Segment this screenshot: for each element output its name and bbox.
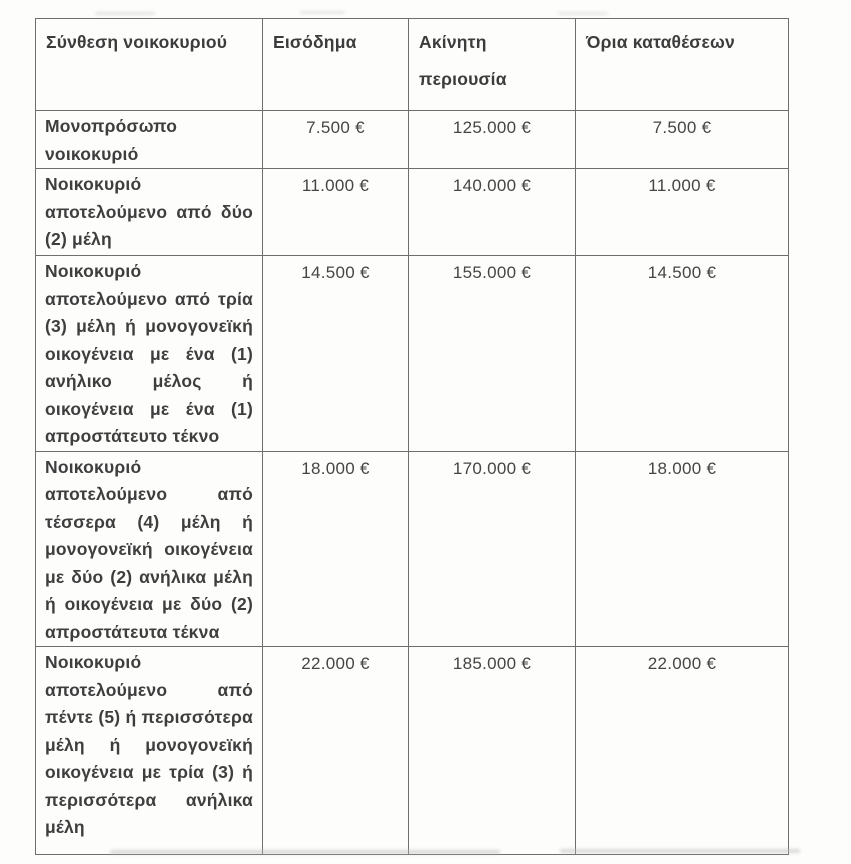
income-cell: 18.000 € — [263, 451, 409, 647]
eligibility-limits-table — [35, 18, 789, 855]
header-cell-deposits: Όρια καταθέσεων — [576, 19, 789, 111]
income-cell: 14.500 € — [263, 256, 409, 452]
income-cell: 11.000 € — [263, 169, 409, 256]
table-row — [36, 647, 789, 855]
scan-artifact — [300, 11, 345, 14]
property-cell: 140.000 € — [409, 169, 576, 256]
deposits-cell: 11.000 € — [576, 169, 789, 256]
scan-artifact — [560, 849, 800, 853]
header-cell-property: Ακίνητη περιουσία — [409, 19, 576, 111]
income-cell: 7.500 € — [263, 111, 409, 169]
income-cell: 22.000 € — [263, 647, 409, 855]
household-composition-cell: Νοικοκυριό αποτελούμενο από τρία (3) μέλη ή μονογονεϊκή οικογένεια με ένα (1) ανήλικο μέλος ή οικογένεια με ένα (1) απροστάτευτο τέκνο — [36, 256, 263, 452]
household-composition-cell: Νοικοκυριό αποτελούμενο από τέσσερα (4) μέλη ή μονογονεϊκή οικογένεια με δύο (2) ανήλικα μέλη ή οικογένεια με δύο (2) απροστάτευτα τέκνα — [36, 451, 263, 647]
table-row — [36, 451, 789, 647]
deposits-cell: 18.000 € — [576, 451, 789, 647]
table-row — [36, 111, 789, 169]
household-composition-cell: Νοικοκυριό αποτελούμενο από δύο (2) μέλη — [36, 169, 263, 256]
property-cell: 185.000 € — [409, 647, 576, 855]
header-cell-income: Εισόδημα — [263, 19, 409, 111]
household-composition-cell: Νοικοκυριό αποτελούμενο από πέντε (5) ή περισσότερα μέλη ή μονογονεϊκή οικογένεια με τρία (3) ή περισσότερα ανήλικα μέλη — [36, 647, 263, 855]
deposits-cell: 14.500 € — [576, 256, 789, 452]
table-row — [36, 169, 789, 256]
household-composition-cell: Μονοπρόσωπο νοικοκυριό — [36, 111, 263, 169]
table-row — [36, 256, 789, 452]
property-cell: 170.000 € — [409, 451, 576, 647]
property-cell: 155.000 € — [409, 256, 576, 452]
table-body — [36, 111, 789, 855]
header-cell-composition: Σύνθεση νοικοκυριού — [36, 19, 263, 111]
scan-artifact — [95, 12, 155, 15]
scan-artifact — [558, 12, 608, 15]
property-cell: 125.000 € — [409, 111, 576, 169]
header-row — [36, 19, 789, 111]
deposits-cell: 7.500 € — [576, 111, 789, 169]
deposits-cell: 22.000 € — [576, 647, 789, 855]
scan-artifact — [110, 850, 500, 854]
